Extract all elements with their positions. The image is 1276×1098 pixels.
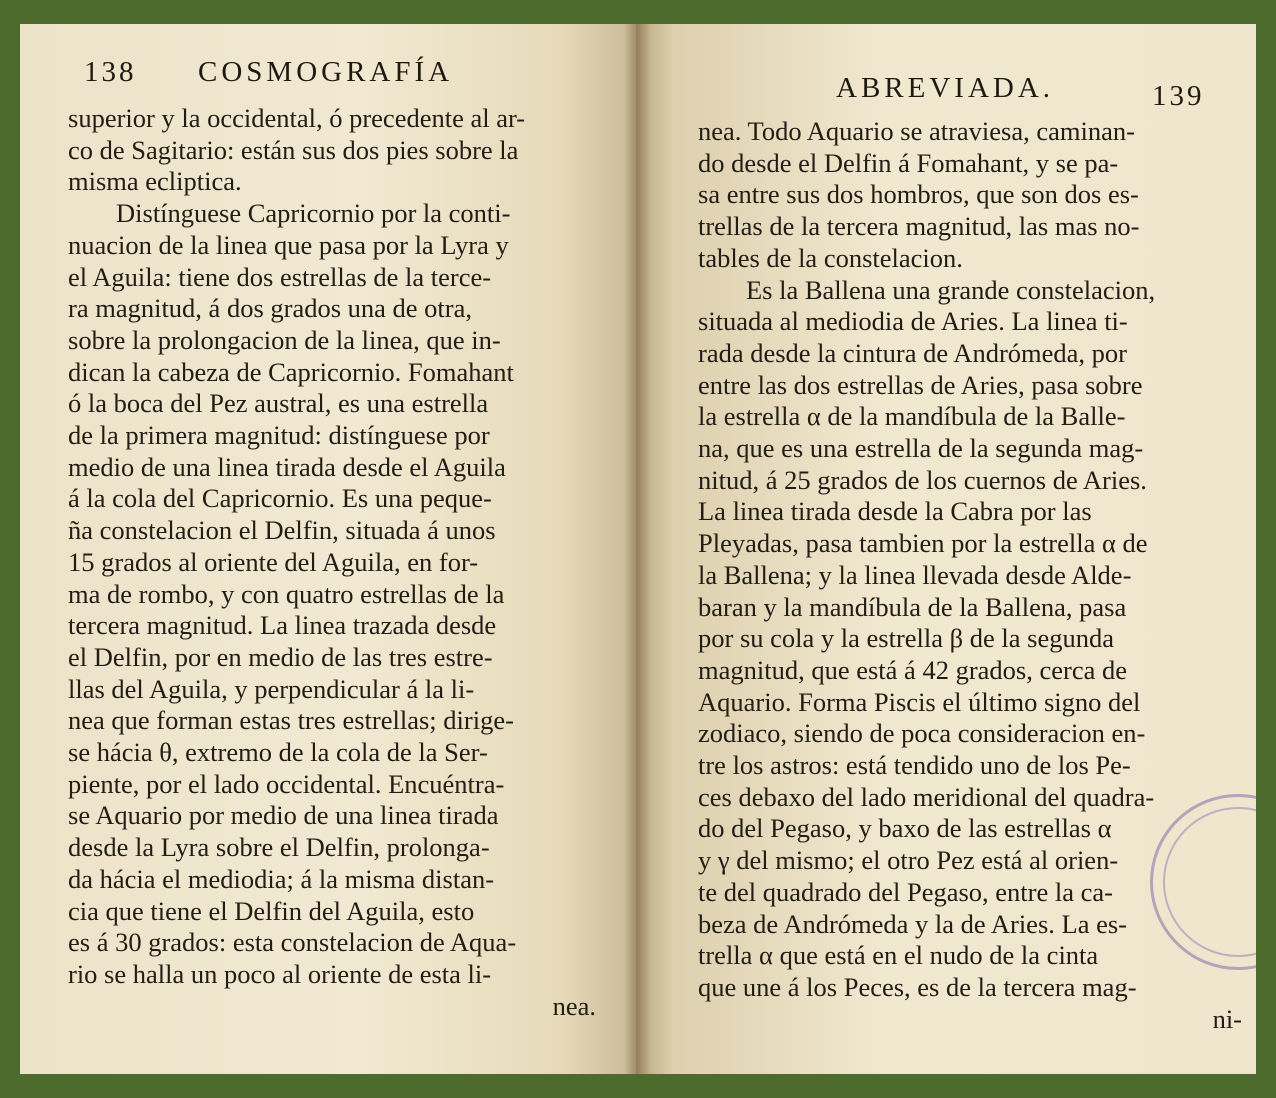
text-line: baran y la mandíbula de la Ballena, pasa: [698, 591, 1127, 622]
text-line: beza de Andrómeda y la de Aries. La es-: [698, 908, 1127, 939]
text-line: zodiaco, siendo de poca consideracion en-: [698, 718, 1146, 749]
text-line: ni-: [1212, 1003, 1242, 1034]
text-line: sa entre sus dos hombros, que son dos es-: [698, 179, 1139, 210]
text-line: do del Pegaso, y baxo de las estrellas α: [698, 813, 1112, 844]
text-line: La linea tirada desde la Cabra por las: [698, 496, 1092, 527]
text-line: Es la Ballena una grande constelacion,: [746, 274, 1156, 305]
text-line: la Ballena; y la linea llevada desde Alde-: [698, 559, 1132, 590]
text-line: á la cola del Capricornio. Es una peque-: [68, 483, 492, 514]
text-line: desde la Lyra sobre el Delfin, prolonga-: [68, 832, 490, 863]
text-line: ma de rombo, y con quatro estrellas de la: [68, 578, 505, 609]
text-line: superior y la occidental, ó precedente al ar-: [68, 103, 526, 133]
right-page-number: 139: [1152, 80, 1205, 112]
book-spread: [20, 24, 1256, 1074]
left-running-head: COSMOGRAFÍA: [198, 56, 454, 88]
text-line: nuacion de la linea que pasa por la Lyra y: [68, 229, 509, 260]
text-line: ña constelacion el Delfin, situada á unos: [68, 515, 496, 546]
text-line: co de Sagitario: están sus dos pies sobre la: [68, 134, 519, 165]
right-running-head: ABREVIADA.: [836, 72, 1055, 104]
text-line: es á 30 grados: esta constelacion de Aqua-: [68, 927, 517, 958]
text-line: tre los astros: está tendido uno de los Pe-: [698, 750, 1131, 781]
text-line: Aquario. Forma Piscis el último signo del: [698, 686, 1141, 717]
text-line: nitud, á 25 grados de los cuernos de Aries.: [698, 464, 1147, 495]
right-page: [636, 24, 1256, 1074]
text-line: magnitud, que está á 42 grados, cerca de: [698, 654, 1127, 685]
text-line: na, que es una estrella de la segunda mag-: [698, 433, 1144, 464]
text-line: da hácia el mediodia; á la misma distan-: [68, 863, 495, 894]
text-line: entre las dos estrellas de Aries, pasa sobre: [698, 369, 1143, 400]
text-line: llas del Aguila, y perpendicular á la li-: [68, 673, 475, 704]
text-line: de la primera magnitud: distínguese por: [68, 420, 490, 451]
text-line: nea.: [552, 990, 596, 1021]
text-line: piente, por el lado occidental. Encuéntra-: [68, 768, 505, 799]
text-line: misma ecliptica.: [68, 166, 242, 197]
left-page: [20, 24, 636, 1074]
text-line: ces debaxo del lado meridional del quadra-: [698, 781, 1155, 812]
text-line: se Aquario por medio de una linea tirada: [68, 800, 499, 831]
text-line: rada desde la cintura de Andrómeda, por: [698, 337, 1127, 368]
book-gutter: [624, 24, 650, 1074]
text-line: trella α que está en el nudo de la cinta: [698, 940, 1099, 971]
text-line: la estrella α de la mandíbula de la Balle-: [698, 401, 1126, 432]
text-line: cia que tiene el Delfin del Aguila, esto: [68, 895, 475, 926]
text-line: el Delfin, por en medio de las tres estre-: [68, 641, 493, 672]
text-line: el Aguila: tiene dos estrellas de la terce-: [68, 261, 492, 292]
text-line: Pleyadas, pasa tambien por la estrella α de: [698, 528, 1148, 559]
text-line: do desde el Delfin á Fomahant, y se pa-: [698, 147, 1119, 178]
text-line: 15 grados al oriente del Aguila, en for-: [68, 546, 479, 577]
text-line: situada al mediodia de Aries. La linea ti-: [698, 306, 1128, 337]
text-line: te del quadrado del Pegaso, entre la ca-: [698, 876, 1113, 907]
left-page-number: 138: [84, 56, 137, 88]
left-text-column: [68, 103, 596, 1022]
text-line: Distínguese Capricornio por la conti-: [116, 198, 511, 229]
text-line: tercera magnitud. La linea trazada desde: [68, 610, 497, 641]
text-line: medio de una linea tirada desde el Aguila: [68, 451, 506, 482]
text-line: se hácia θ, extremo de la cola de la Ser-: [68, 737, 488, 768]
text-line: ó la boca del Pez austral, es una estrella: [68, 388, 489, 419]
text-line: que une á los Peces, es de la tercera mag-: [698, 971, 1137, 1002]
text-line: ra magnitud, á dos grados una de otra,: [68, 293, 473, 324]
text-line: sobre la prolongacion de la linea, que in-: [68, 324, 501, 355]
text-line: y γ del mismo; el otro Pez está al orien-: [698, 845, 1119, 876]
text-line: dican la cabeza de Capricornio. Fomahant: [68, 356, 514, 387]
text-line: trellas de la tercera magnitud, las mas no-: [698, 211, 1140, 242]
text-line: por su cola y la estrella β de la segunda: [698, 623, 1114, 654]
text-line: tables de la constelacion.: [698, 242, 963, 273]
text-line: rio se halla un poco al oriente de esta li-: [68, 958, 492, 989]
text-line: nea. Todo Aquario se atraviesa, caminan-: [698, 116, 1135, 146]
text-line: nea que forman estas tres estrellas; dirige-: [68, 705, 514, 736]
